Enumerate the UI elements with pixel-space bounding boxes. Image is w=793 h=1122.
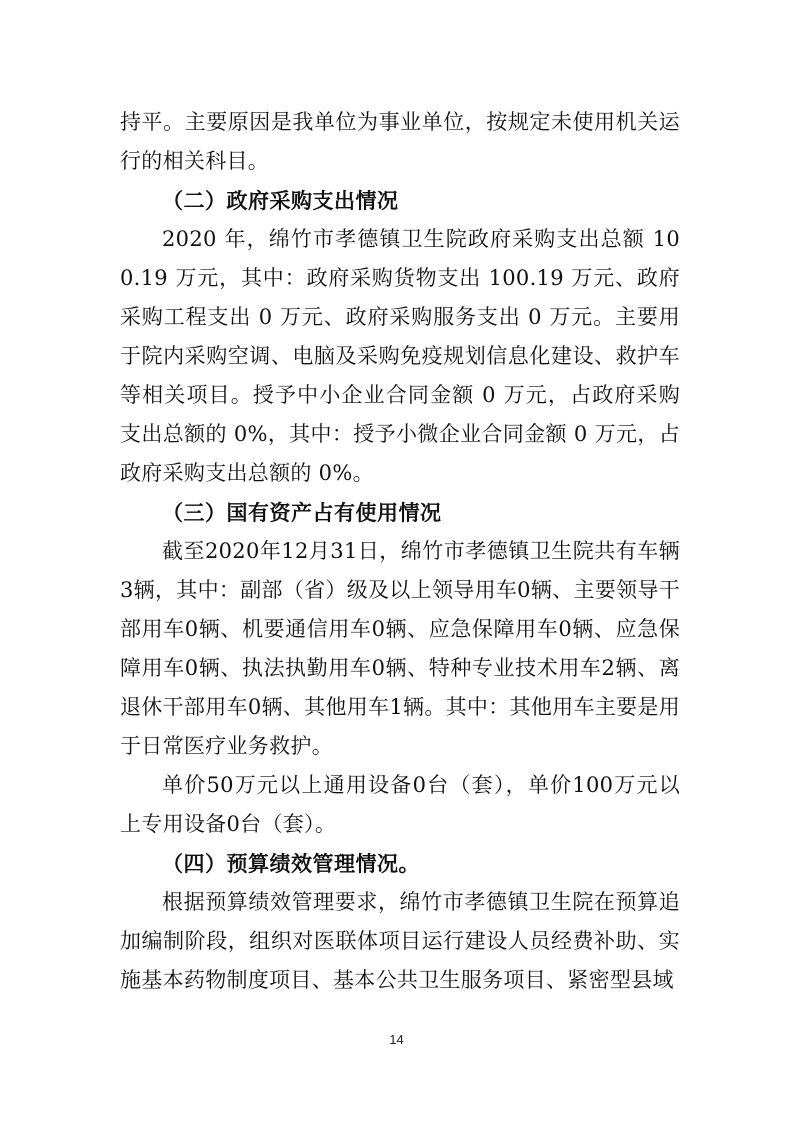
paragraph-procurement: 2020 年，绵竹市孝德镇卫生院政府采购支出总额 100.19 万元，其中：政府采购货物支出 100.19 万元、政府采购工程支出 0 万元、政府采购服务支出 0 万元。主要用于院内采购空调、电脑及采购免疫规划信息化建设、救护车等相关项目。授予中小企业合同金额 0 万元，占政府采购支出总额的 0%，其中：授予小微企业合同金额 0 万元，占政府采购支出总额的 0%。 bbox=[120, 227, 680, 485]
section-heading-performance: （四）预算绩效管理情况。 bbox=[162, 851, 420, 876]
paragraph-continuation: 持平。主要原因是我单位为事业单位，按规定未使用机关运行的相关科目。 bbox=[120, 110, 680, 173]
paragraph-equipment: 单价50万元以上通用设备0台（套），单价100万元以上专用设备0台（套）。 bbox=[120, 773, 680, 836]
paragraph-performance: 根据预算绩效管理要求，绵竹市孝德镇卫生院在预算追加编制阶段，组织对医联体项目运行建设人员经费补助、实施基本药物制度项目、基本公共卫生服务项目、紧密型县域 bbox=[120, 890, 680, 992]
document-body bbox=[120, 103, 680, 1000]
page-number: 14 bbox=[389, 1032, 404, 1047]
paragraph-vehicles: 截至2020年12月31日，绵竹市孝德镇卫生院共有车辆3辆，其中：副部（省）级及以上领导用车0辆、主要领导干部用车0辆、机要通信用车0辆、应急保障用车0辆、应急保障用车0辆、执法执勤用车0辆、特种专业技术用车2辆、离退休干部用车0辆、其他用车1辆。其中：其他用车主要是用于日常医疗业务救护。 bbox=[120, 539, 680, 758]
section-heading-procurement: （二）政府采购支出情况 bbox=[162, 188, 399, 213]
section-heading-state-assets: （三）国有资产占有使用情况 bbox=[162, 500, 442, 525]
